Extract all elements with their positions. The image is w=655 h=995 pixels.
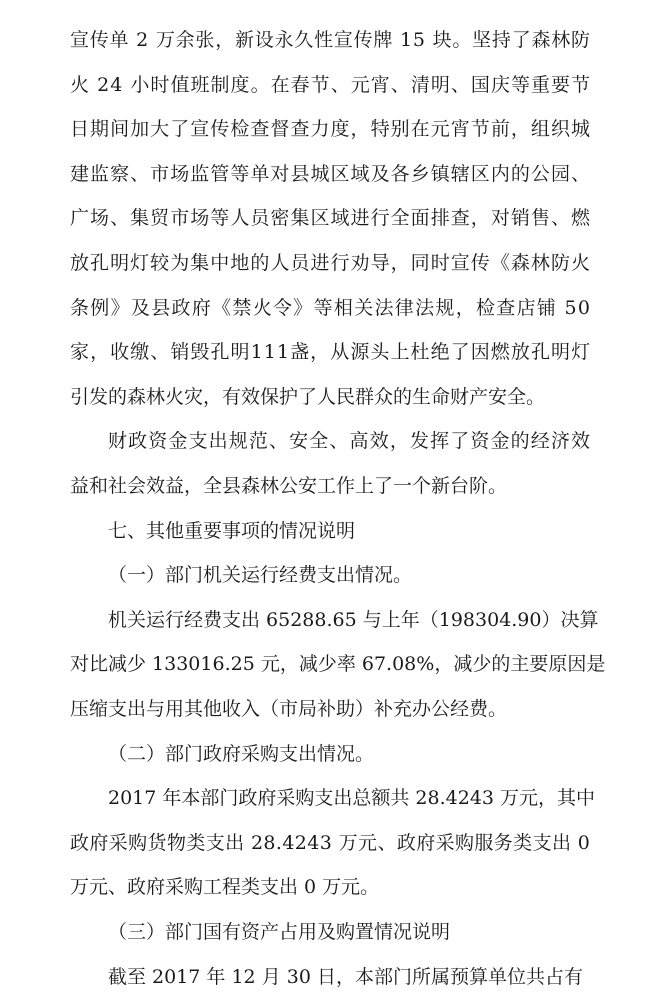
subheading-1 [0,557,655,593]
text-line-22-content: 截至 2017 年 12 月 30 日，本部门所属预算单位共占有 [108,966,583,988]
text-line-15-content: 对比减少 133016.25 元，减少率 67.08%，减少的主要原因是 [70,653,606,675]
text-line-7-content: 条例》及县政府《禁火令》等相关法律法规，检查店铺 50 [70,297,592,319]
text-line-2-content: 火 24 小时值班制度。在春节、元宵、清明、国庆等重要节 [70,74,592,96]
text-line-4 [0,156,655,192]
text-line-1-content: 宣传单 2 万余张，新设永久性宣传牌 15 块。坚持了森林防 [70,29,591,51]
subheading-2 [0,736,655,772]
text-line-8 [0,334,655,370]
text-line-7 [0,290,655,326]
text-line-10 [0,423,655,459]
text-line-22 [0,959,655,995]
text-line-16-content: 压缩支出与用其他收入（市局补助）补充办公经费。 [70,698,508,720]
text-line-18 [0,780,655,816]
text-line-11-content: 益和社会效益，全县森林公安工作上了一个新台阶。 [70,475,508,497]
text-line-6 [0,245,655,281]
text-line-4-content: 建监察、市场监管等单对县城区域及各乡镇辖区内的公园、 [70,163,592,185]
subheading-2-content: （二）部门政府采购支出情况。 [108,743,375,765]
text-line-3 [0,111,655,147]
text-line-5 [0,200,655,236]
text-line-9 [0,379,655,415]
text-line-19-content: 政府采购货物类支出 28.4243 万元、政府采购服务类支出 0 [70,832,591,854]
text-line-6-content: 放孔明灯较为集中地的人员进行劝导，同时宣传《森林防火 [70,252,592,274]
text-line-19 [0,825,655,861]
text-line-1 [0,22,655,58]
text-line-16 [0,691,655,727]
text-line-9-content: 引发的森林火灾，有效保护了人民群众的生命财产安全。 [70,386,546,408]
text-line-10-content: 财政资金支出规范、安全、高效，发挥了资金的经济效 [108,430,592,452]
text-line-11 [0,468,655,504]
text-line-15 [0,646,655,682]
text-line-20-content: 万元、政府采购工程类支出 0 万元。 [70,876,380,898]
text-line-14-content: 机关运行经费支出 65288.65 与上年（198304.90）决算 [108,609,599,631]
text-line-2 [0,67,655,103]
text-line-18-content: 2017 年本部门政府采购支出总额共 28.4243 万元，其中 [108,787,596,809]
subheading-3-content: （三）部门国有资产占用及购置情况说明 [108,921,451,943]
text-line-5-content: 广场、集贸市场等人员密集区域进行全面排查，对销售、燃 [70,207,592,229]
section-heading-7 [0,513,655,549]
text-line-20 [0,869,655,905]
text-line-3-content: 日期间加大了宣传检查督查力度，特别在元宵节前，组织城 [70,118,592,140]
subheading-3 [0,914,655,950]
text-line-14 [0,602,655,638]
text-line-8-content: 家，收缴、销毁孔明111盏，从源头上杜绝了因燃放孔明灯 [70,341,592,363]
section-heading-7-content: 七、其他重要事项的情况说明 [108,520,356,542]
subheading-1-content: （一）部门机关运行经费支出情况。 [108,564,413,586]
